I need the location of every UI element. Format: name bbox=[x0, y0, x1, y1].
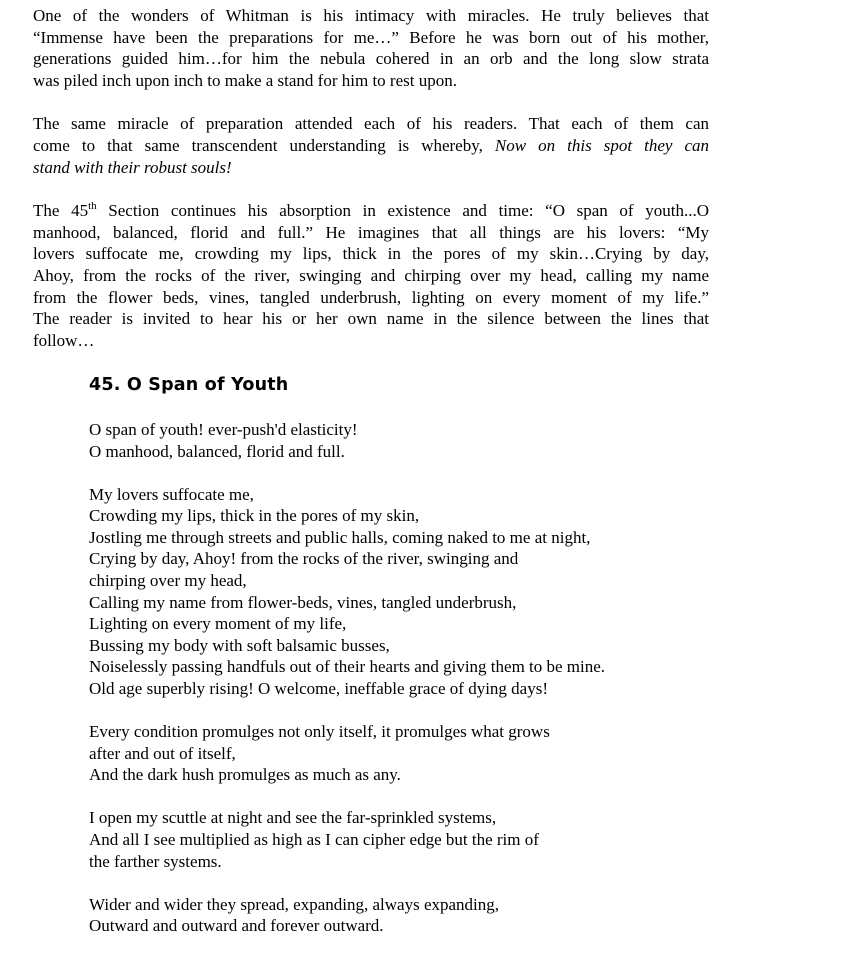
text-line bbox=[33, 200, 709, 222]
poem-line: Bussing my body with soft balsamic busses, bbox=[89, 635, 390, 655]
text-plain: come to that same transcendent understanding is whereby, bbox=[33, 135, 483, 155]
text-italic: Now on this spot they can bbox=[494, 135, 709, 155]
poem-line: And all I see multiplied as high as I can cipher edge but the rim of bbox=[89, 830, 539, 849]
text-plain: Section continues his absorption in existence and time: “O span of youth...O bbox=[96, 201, 709, 221]
poem-line: Old age superbly rising! O welcome, ineffable grace of dying days! bbox=[89, 679, 549, 699]
poem-line: Every condition promulges not only itself, it promulges what grows bbox=[89, 722, 550, 742]
poem-line: the farther systems. bbox=[89, 851, 222, 871]
text-line: lovers suffocate me, crowding my lips, thick in the pores of my skin…Crying by day, bbox=[33, 244, 709, 264]
text-line: The reader is invited to hear his or her own name in the silence between the lines that bbox=[33, 309, 709, 329]
text-line: follow… bbox=[33, 330, 95, 350]
text-line: “Immense have been the preparations for me…” Before he was born out of his mother, bbox=[33, 27, 709, 47]
poem-line: Outward and outward and forever outward. bbox=[89, 916, 384, 936]
text-line: was piled inch upon inch to make a stand for him to rest upon. bbox=[33, 70, 457, 90]
poem-line: Lighting on every moment of my life, bbox=[89, 614, 347, 634]
superscript: th bbox=[88, 199, 97, 212]
poem-heading: 45. O Span of Youth bbox=[89, 375, 289, 395]
paragraph-section-45 bbox=[33, 200, 709, 351]
poem-stanza bbox=[89, 807, 789, 872]
poem-line: chirping over my head, bbox=[89, 571, 247, 591]
paragraph-miracle bbox=[33, 113, 709, 178]
text-italic: stand with their robust souls! bbox=[33, 157, 232, 177]
text-line: manhood, balanced, florid and full.” He imagines that all things are his lovers: “My bbox=[33, 222, 709, 242]
poem-line: O span of youth! ever-push'd elasticity! bbox=[89, 420, 358, 439]
poem-line: My lovers suffocate me, bbox=[89, 484, 254, 504]
text-line bbox=[33, 157, 709, 179]
poem-stanza bbox=[89, 484, 789, 700]
text-line bbox=[33, 135, 709, 157]
text-line: One of the wonders of Whitman is his intimacy with miracles. He truly believes that bbox=[33, 6, 709, 25]
text-line: Ahoy, from the rocks of the river, swinging and chirping over my head, calling my name bbox=[33, 265, 709, 285]
poem-stanza bbox=[89, 419, 789, 462]
poem-line: Crowding my lips, thick in the pores of my skin, bbox=[89, 506, 420, 526]
paragraph-wonders bbox=[33, 5, 709, 91]
intro-prose bbox=[33, 5, 709, 351]
text-line: The same miracle of preparation attended each of his readers. That each of them can bbox=[33, 114, 709, 134]
text-line: generations guided him…for him the nebula cohered in an orb and the long slow strata bbox=[33, 49, 709, 69]
poem-line: Crying by day, Ahoy! from the rocks of the river, swinging and bbox=[89, 549, 519, 569]
poem-stanza bbox=[89, 721, 789, 786]
poem-line: Wider and wider they spread, expanding, always expanding, bbox=[89, 894, 500, 914]
text-plain: The 45 bbox=[33, 201, 89, 221]
poem-stanza bbox=[89, 894, 789, 937]
poem-line: I open my scuttle at night and see the far-sprinkled systems, bbox=[89, 808, 497, 828]
poem-line: after and out of itself, bbox=[89, 743, 236, 763]
poem-line: Calling my name from flower-beds, vines, tangled underbrush, bbox=[89, 592, 517, 612]
poem-line: And the dark hush promulges as much as any. bbox=[89, 765, 401, 785]
poem-line: Jostling me through streets and public halls, coming naked to me at night, bbox=[89, 527, 591, 547]
poem-line: O manhood, balanced, florid and full. bbox=[89, 441, 345, 461]
text-line: from the flower beds, vines, tangled underbrush, lighting on every moment of my life.” bbox=[33, 287, 709, 307]
poem-line: Noiselessly passing handfuls out of their hearts and giving them to be mine. bbox=[89, 657, 606, 677]
poem-section bbox=[89, 372, 789, 958]
